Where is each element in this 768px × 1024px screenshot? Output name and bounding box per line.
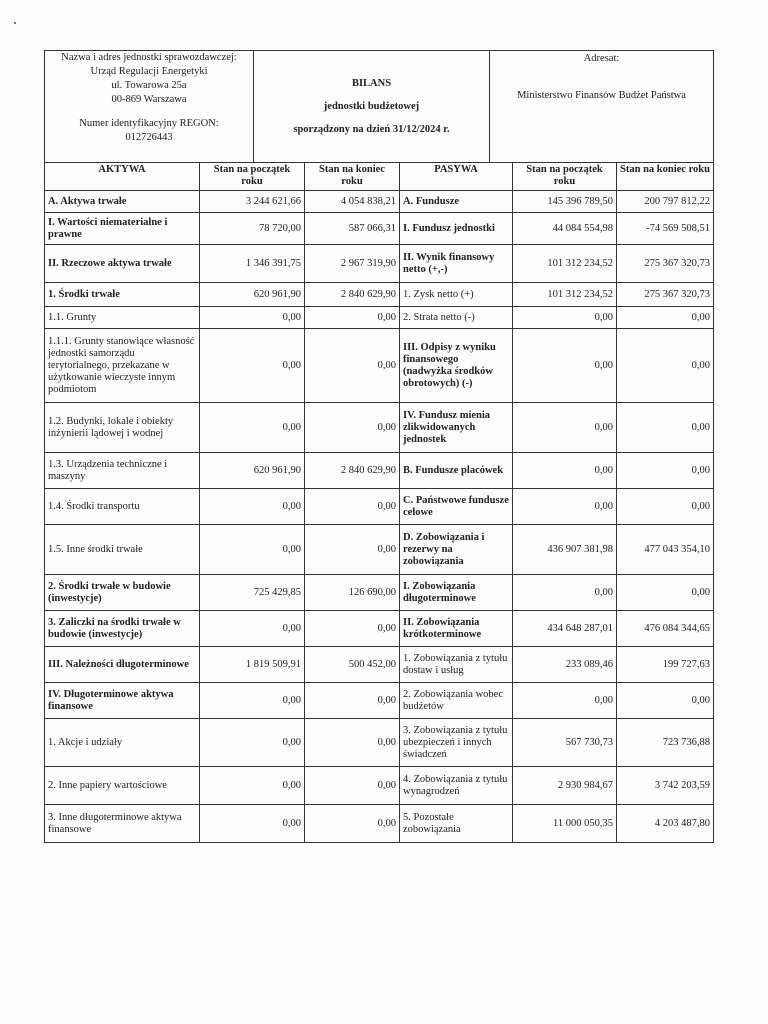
pasywa-label: D. Zobowiązania i rezerwy na zobowiązania — [400, 525, 513, 575]
col-header-end-aktywa: Stan na koniec roku — [305, 163, 400, 191]
pasywa-label: 1. Zobowiązania z tytułu dostaw i usług — [400, 647, 513, 683]
aktywa-label: 2. Inne papiery wartościowe — [45, 767, 200, 805]
pasywa-start-value: 436 907 381,98 — [513, 525, 617, 575]
table-row — [45, 489, 714, 525]
pasywa-end-value: -74 569 508,51 — [617, 213, 714, 245]
aktywa-end-value: 0,00 — [305, 329, 400, 403]
aktywa-end-value: 0,00 — [305, 403, 400, 453]
balance-rows — [45, 191, 714, 843]
aktywa-start-value: 725 429,85 — [200, 575, 305, 611]
column-header-row — [45, 163, 714, 191]
table-row — [45, 767, 714, 805]
pasywa-start-value: 0,00 — [513, 403, 617, 453]
regon-label: Numer identyfikacyjny REGON: — [79, 118, 219, 129]
pasywa-label: II. Wynik finansowy netto (+,-) — [400, 245, 513, 283]
aktywa-end-value: 0,00 — [305, 489, 400, 525]
aktywa-start-value: 0,00 — [200, 489, 305, 525]
balance-sheet-table — [44, 162, 714, 843]
pasywa-end-value: 3 742 203,59 — [617, 767, 714, 805]
pasywa-start-value: 567 730,73 — [513, 719, 617, 767]
pasywa-end-value: 4 203 487,80 — [617, 805, 714, 843]
aktywa-label: 1.4. Środki transportu — [45, 489, 200, 525]
table-row — [45, 245, 714, 283]
pasywa-start-value: 0,00 — [513, 329, 617, 403]
pasywa-label: 1. Zysk netto (+) — [400, 283, 513, 307]
pasywa-label: B. Fundusze placówek — [400, 453, 513, 489]
aktywa-label: 1. Akcje i udziały — [45, 719, 200, 767]
aktywa-label: I. Wartości niematerialne i prawne — [45, 213, 200, 245]
aktywa-label: 3. Inne długoterminowe aktywa finansowe — [45, 805, 200, 843]
table-row — [45, 329, 714, 403]
table-row — [45, 283, 714, 307]
pasywa-start-value: 233 089,46 — [513, 647, 617, 683]
aktywa-label: 1. Środki trwałe — [45, 283, 200, 307]
pasywa-label: II. Zobowiązania krótkoterminowe — [400, 611, 513, 647]
pasywa-start-value: 0,00 — [513, 683, 617, 719]
pasywa-label: A. Fundusze — [400, 191, 513, 213]
aktywa-end-value: 0,00 — [305, 767, 400, 805]
pasywa-start-value: 44 084 554,98 — [513, 213, 617, 245]
scan-speck — [14, 22, 16, 24]
pasywa-end-value: 0,00 — [617, 307, 714, 329]
table-row — [45, 453, 714, 489]
report-header — [44, 50, 714, 163]
aktywa-start-value: 78 720,00 — [200, 213, 305, 245]
pasywa-end-value: 477 043 354,10 — [617, 525, 714, 575]
aktywa-label: 2. Środki trwałe w budowie (inwestycje) — [45, 575, 200, 611]
entity-street: ul. Towarowa 25a — [111, 80, 187, 91]
pasywa-label: C. Państwowe fundusze celowe — [400, 489, 513, 525]
aktywa-start-value: 0,00 — [200, 307, 305, 329]
pasywa-start-value: 11 000 050,35 — [513, 805, 617, 843]
pasywa-end-value: 275 367 320,73 — [617, 283, 714, 307]
pasywa-start-value: 101 312 234,52 — [513, 283, 617, 307]
table-row — [45, 191, 714, 213]
aktywa-end-value: 2 967 319,90 — [305, 245, 400, 283]
table-row — [45, 719, 714, 767]
regon-value: 012726443 — [125, 132, 173, 143]
table-row — [45, 647, 714, 683]
aktywa-label: III. Należności długoterminowe — [45, 647, 200, 683]
pasywa-end-value: 0,00 — [617, 403, 714, 453]
col-header-pasywa: PASYWA — [400, 163, 513, 191]
pasywa-start-value: 101 312 234,52 — [513, 245, 617, 283]
table-row — [45, 213, 714, 245]
pasywa-label: 4. Zobowiązania z tytułu wynagrodzeń — [400, 767, 513, 805]
addressee-name: Ministerstwo Finansów Budżet Państwa — [517, 90, 686, 101]
pasywa-label: 2. Zobowiązania wobec budżetów — [400, 683, 513, 719]
pasywa-label: I. Fundusz jednostki — [400, 213, 513, 245]
aktywa-start-value: 0,00 — [200, 525, 305, 575]
aktywa-start-value: 620 961,90 — [200, 453, 305, 489]
col-header-end-pasywa: Stan na koniec roku — [617, 163, 714, 191]
aktywa-start-value: 620 961,90 — [200, 283, 305, 307]
aktywa-start-value: 0,00 — [200, 683, 305, 719]
aktywa-start-value: 1 346 391,75 — [200, 245, 305, 283]
pasywa-label: IV. Fundusz mienia zlikwidowanych jednostek — [400, 403, 513, 453]
aktywa-label: 1.1. Grunty — [45, 307, 200, 329]
pasywa-start-value: 0,00 — [513, 307, 617, 329]
aktywa-end-value: 126 690,00 — [305, 575, 400, 611]
aktywa-end-value: 4 054 838,21 — [305, 191, 400, 213]
pasywa-label: 2. Strata netto (-) — [400, 307, 513, 329]
aktywa-label: 1.5. Inne środki trwałe — [45, 525, 200, 575]
aktywa-start-value: 3 244 621,66 — [200, 191, 305, 213]
table-row — [45, 805, 714, 843]
aktywa-start-value: 0,00 — [200, 329, 305, 403]
aktywa-label: 3. Zaliczki na środki trwałe w budowie (inwestycje) — [45, 611, 200, 647]
table-row — [45, 403, 714, 453]
aktywa-label: 1.1.1. Grunty stanowiące własność jednostki samorządu terytorialnego, przekazane w użytkowanie wieczyste innym podmiotom — [45, 329, 200, 403]
aktywa-end-value: 0,00 — [305, 307, 400, 329]
pasywa-start-value: 0,00 — [513, 575, 617, 611]
pasywa-label: 5. Pozostałe zobowiązania — [400, 805, 513, 843]
pasywa-label: III. Odpisy z wyniku finansowego (nadwyżka środków obrotowych) (-) — [400, 329, 513, 403]
aktywa-end-value: 0,00 — [305, 683, 400, 719]
table-row — [45, 611, 714, 647]
aktywa-label: A. Aktywa trwałe — [45, 191, 200, 213]
table-row — [45, 575, 714, 611]
pasywa-label: 3. Zobowiązania z tytułu ubezpieczeń i innych świadczeń — [400, 719, 513, 767]
document-subtitle: jednostki budżetowej — [323, 101, 420, 112]
aktywa-start-value: 0,00 — [200, 805, 305, 843]
entity-name: Urząd Regulacji Energetyki — [90, 66, 208, 77]
aktywa-end-value: 500 452,00 — [305, 647, 400, 683]
aktywa-end-value: 0,00 — [305, 719, 400, 767]
aktywa-start-value: 0,00 — [200, 403, 305, 453]
aktywa-end-value: 0,00 — [305, 525, 400, 575]
pasywa-end-value: 723 736,88 — [617, 719, 714, 767]
aktywa-start-value: 1 819 509,91 — [200, 647, 305, 683]
aktywa-end-value: 0,00 — [305, 805, 400, 843]
pasywa-start-value: 2 930 984,67 — [513, 767, 617, 805]
aktywa-label: II. Rzeczowe aktywa trwałe — [45, 245, 200, 283]
document-title: BILANS — [351, 78, 392, 89]
pasywa-end-value: 0,00 — [617, 683, 714, 719]
addressee-cell — [490, 51, 714, 163]
pasywa-end-value: 476 084 344,65 — [617, 611, 714, 647]
entity-info-cell — [45, 51, 254, 163]
document-date: sporządzony na dzień 31/12/2024 r. — [293, 124, 450, 135]
pasywa-end-value: 0,00 — [617, 489, 714, 525]
aktywa-end-value: 2 840 629,90 — [305, 453, 400, 489]
aktywa-label: 1.2. Budynki, lokale i obiekty inżynierii lądowej i wodnej — [45, 403, 200, 453]
entity-label: Nazwa i adres jednostki sprawozdawczej: — [61, 52, 237, 63]
col-header-start-pasywa: Stan na początek roku — [513, 163, 617, 191]
aktywa-end-value: 2 840 629,90 — [305, 283, 400, 307]
aktywa-end-value: 587 066,31 — [305, 213, 400, 245]
pasywa-start-value: 434 648 287,01 — [513, 611, 617, 647]
document-title-cell — [254, 51, 490, 163]
pasywa-label: I. Zobowiązania długoterminowe — [400, 575, 513, 611]
aktywa-end-value: 0,00 — [305, 611, 400, 647]
aktywa-start-value: 0,00 — [200, 767, 305, 805]
pasywa-start-value: 145 396 789,50 — [513, 191, 617, 213]
pasywa-start-value: 0,00 — [513, 489, 617, 525]
aktywa-start-value: 0,00 — [200, 611, 305, 647]
aktywa-start-value: 0,00 — [200, 719, 305, 767]
pasywa-end-value: 0,00 — [617, 453, 714, 489]
col-header-aktywa: AKTYWA — [45, 163, 200, 191]
pasywa-end-value: 200 797 812,22 — [617, 191, 714, 213]
pasywa-start-value: 0,00 — [513, 453, 617, 489]
table-row — [45, 525, 714, 575]
aktywa-label: 1.3. Urządzenia techniczne i maszyny — [45, 453, 200, 489]
col-header-start-aktywa: Stan na początek roku — [200, 163, 305, 191]
entity-city: 00-869 Warszawa — [111, 94, 187, 105]
addressee-label: Adresat: — [583, 53, 620, 64]
pasywa-end-value: 0,00 — [617, 329, 714, 403]
aktywa-label: IV. Długoterminowe aktywa finansowe — [45, 683, 200, 719]
pasywa-end-value: 199 727,63 — [617, 647, 714, 683]
table-row — [45, 683, 714, 719]
pasywa-end-value: 0,00 — [617, 575, 714, 611]
pasywa-end-value: 275 367 320,73 — [617, 245, 714, 283]
table-row — [45, 307, 714, 329]
